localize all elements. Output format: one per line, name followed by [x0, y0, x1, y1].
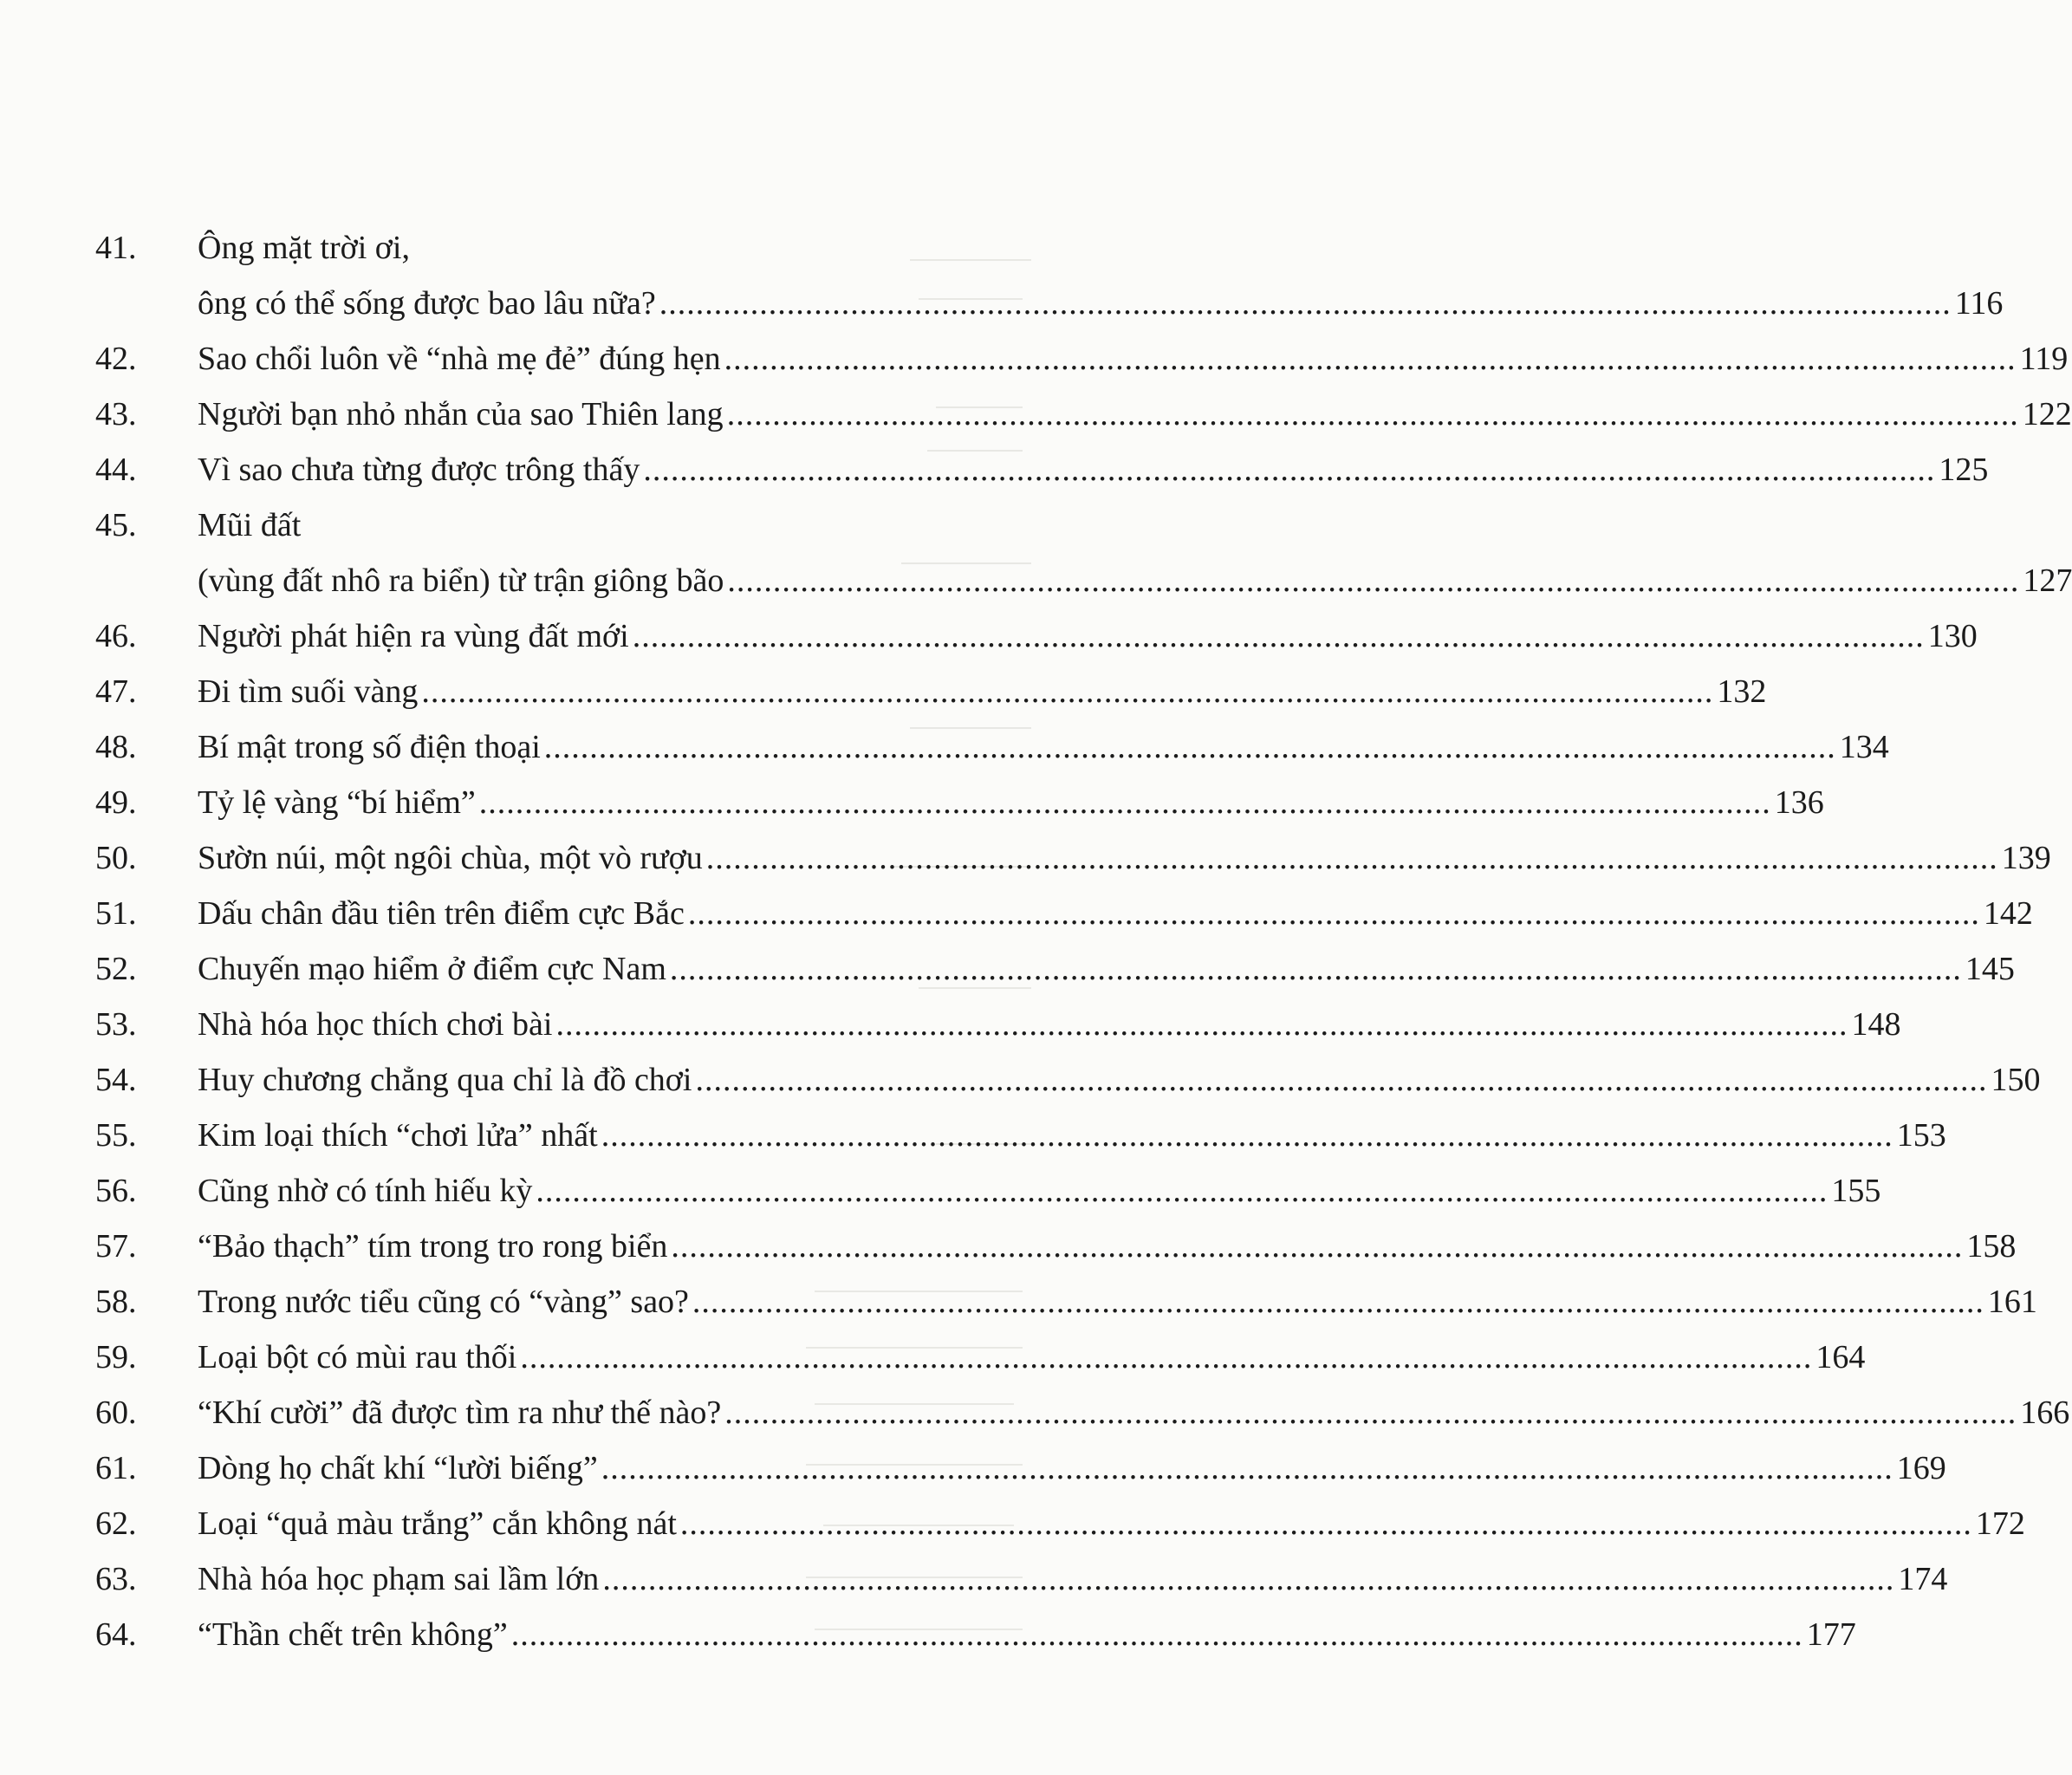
toc-entry — [95, 719, 1889, 775]
toc-entry-title: “Bảo thạch” tím trong tro rong biển — [198, 1228, 668, 1265]
toc-entry — [95, 1607, 1856, 1662]
dot-leader — [520, 1330, 1812, 1385]
toc-entry — [95, 886, 2033, 941]
toc-entry-page-number: 136 — [1774, 784, 1824, 821]
toc-entry-page-number: 174 — [1898, 1561, 1948, 1597]
toc-entry-title: Chuyến mạo hiểm ở điểm cực Nam — [198, 951, 666, 987]
toc-entry-title: Đi tìm suối vàng — [198, 673, 419, 710]
toc-entry-title: Kim loại thích “chơi lửa” nhất — [198, 1117, 598, 1154]
dot-leader — [555, 997, 1848, 1052]
table-of-contents — [95, 220, 2072, 1662]
toc-entry-number: 51. — [95, 895, 137, 932]
dot-leader — [643, 442, 1935, 497]
toc-entry-title: “Khí cười” đã được tìm ra như thế nào? — [198, 1395, 722, 1431]
toc-entry-title: Huy chương chẳng qua chỉ là đồ chơi — [198, 1062, 692, 1098]
toc-entry-number: 56. — [95, 1173, 137, 1209]
toc-entry-page-number: 130 — [1927, 618, 1978, 654]
toc-entry-number: 46. — [95, 618, 137, 654]
toc-entry-number: 54. — [95, 1062, 137, 1098]
toc-entry — [95, 830, 2051, 886]
toc-entry-number: 62. — [95, 1505, 137, 1542]
toc-entry-page-number: 122 — [2022, 396, 2072, 432]
toc-entry — [95, 1551, 1948, 1607]
toc-entry-title: Dòng họ chất khí “lười biếng” — [198, 1450, 598, 1486]
toc-entry — [95, 1274, 2037, 1330]
toc-entry-title: Loại “quả màu trắng” cắn không nát — [198, 1505, 677, 1542]
toc-entry-page-number: 158 — [1966, 1228, 2017, 1265]
dot-leader — [695, 1052, 1987, 1108]
toc-entry-page-number: 134 — [1839, 729, 1889, 765]
toc-entry — [95, 1163, 1881, 1219]
dot-leader — [727, 553, 2019, 608]
toc-entry-title: Nhà hóa học thích chơi bài — [198, 1006, 553, 1043]
toc-entry-page-number: 177 — [1806, 1616, 1856, 1653]
dot-leader — [659, 276, 1952, 331]
toc-entry-page-number: 127 — [2023, 562, 2072, 599]
toc-entry-page-number: 142 — [1983, 895, 2033, 932]
toc-entry-page-number: 169 — [1896, 1450, 1946, 1486]
toc-entry-title: Nhà hóa học phạm sai lầm lớn — [198, 1561, 600, 1597]
toc-entry — [95, 1385, 2070, 1440]
toc-entry-number: 42. — [95, 341, 137, 377]
toc-entry-number: 53. — [95, 1006, 137, 1043]
toc-entry — [95, 387, 2072, 442]
dot-leader — [724, 1385, 2017, 1440]
toc-entry-page-number: 119 — [2019, 341, 2069, 377]
toc-entry-title: Bí mật trong số điện thoại — [198, 729, 541, 765]
toc-entry-number: 50. — [95, 840, 137, 876]
dot-leader — [706, 830, 1998, 886]
dot-leader — [602, 1551, 1894, 1607]
toc-entry-number: 59. — [95, 1339, 137, 1375]
toc-entry — [95, 442, 1989, 497]
toc-entry-title: Loại bột có mùi rau thối — [198, 1339, 517, 1375]
toc-entry-page-number: 116 — [1954, 285, 2004, 322]
toc-entry — [95, 1440, 1946, 1496]
dot-leader — [536, 1163, 1828, 1219]
dot-leader — [601, 1440, 1893, 1496]
toc-entry-page-number: 148 — [1851, 1006, 1901, 1043]
dot-leader — [724, 331, 2017, 387]
toc-entry-number: 57. — [95, 1228, 137, 1265]
toc-entry-number: 48. — [95, 729, 137, 765]
toc-entry — [95, 997, 1901, 1052]
toc-entry — [95, 1052, 2041, 1108]
dot-leader — [692, 1274, 1984, 1330]
toc-entry-page-number: 161 — [1987, 1284, 2037, 1320]
toc-entry — [95, 775, 1824, 830]
toc-entry-page-number: 139 — [2001, 840, 2051, 876]
toc-entry-page-number: 155 — [1831, 1173, 1881, 1209]
toc-entry-title: “Thần chết trên không” — [198, 1616, 508, 1653]
toc-entry — [95, 1496, 2025, 1551]
toc-entry-number: 47. — [95, 673, 137, 710]
toc-entry-title: Tỷ lệ vàng “bí hiểm” — [198, 784, 476, 821]
toc-entry — [95, 1108, 1946, 1163]
toc-entry-number: 60. — [95, 1395, 137, 1431]
dot-leader — [479, 775, 1771, 830]
toc-entry-number: 41. — [95, 230, 137, 266]
toc-entry-title: ông có thể sống được bao lâu nữa? — [198, 285, 656, 322]
toc-entry-title: Vì sao chưa từng được trông thấy — [198, 452, 640, 488]
toc-entry-number: 64. — [95, 1616, 137, 1653]
toc-entry — [95, 608, 1978, 664]
dot-leader — [727, 387, 2019, 442]
toc-entry-title: Sao chổi luôn về “nhà mẹ đẻ” đúng hẹn — [198, 341, 721, 377]
dot-leader — [680, 1496, 1972, 1551]
toc-entry-page-number: 164 — [1815, 1339, 1866, 1375]
toc-entry — [95, 941, 2015, 997]
toc-entry-number: 58. — [95, 1284, 137, 1320]
toc-entry — [95, 1330, 1866, 1385]
toc-entry-title: Sườn núi, một ngôi chùa, một vò rượu — [198, 840, 703, 876]
toc-entry-title: Trong nước tiểu cũng có “vàng” sao? — [198, 1284, 689, 1320]
toc-entry-title: (vùng đất nhô ra biển) từ trận giông bão — [198, 562, 724, 599]
toc-entry-number: 55. — [95, 1117, 137, 1154]
toc-entry-page-number: 153 — [1896, 1117, 1946, 1154]
dot-leader — [670, 941, 1962, 997]
dot-leader — [511, 1607, 1803, 1662]
toc-entry-number: 61. — [95, 1450, 137, 1486]
toc-entry-page-number: 145 — [1965, 951, 2015, 987]
dot-leader — [601, 1108, 1893, 1163]
toc-entry-number: 45. — [95, 507, 137, 543]
toc-entry — [95, 497, 2072, 608]
toc-entry-page-number: 125 — [1939, 452, 1989, 488]
dot-leader — [421, 664, 1713, 719]
toc-entry-page-number: 132 — [1717, 673, 1767, 710]
toc-entry-page-number: 172 — [1975, 1505, 2025, 1542]
dot-leader — [671, 1219, 1963, 1274]
toc-entry — [95, 1219, 2017, 1274]
toc-entry-number: 63. — [95, 1561, 137, 1597]
toc-entry-number: 49. — [95, 784, 137, 821]
toc-entry — [95, 331, 2069, 387]
toc-entry — [95, 220, 2004, 331]
toc-entry-page-number: 150 — [1991, 1062, 2041, 1098]
toc-entry-number: 44. — [95, 452, 137, 488]
dot-leader — [633, 608, 1925, 664]
toc-entry-page-number: 166 — [2020, 1395, 2070, 1431]
toc-entry-number: 43. — [95, 396, 137, 432]
dot-leader — [544, 719, 1836, 775]
toc-entry — [95, 664, 1767, 719]
toc-entry-number: 52. — [95, 951, 137, 987]
dot-leader — [688, 886, 1980, 941]
toc-entry-title: Ông mặt trời ơi, — [198, 230, 410, 266]
toc-entry-title: Dấu chân đầu tiên trên điểm cực Bắc — [198, 895, 685, 932]
toc-entry-title: Cũng nhờ có tính hiếu kỳ — [198, 1173, 533, 1209]
toc-entry-title: Người phát hiện ra vùng đất mới — [198, 618, 629, 654]
toc-entry-title: Mũi đất — [198, 507, 302, 543]
toc-entry-title: Người bạn nhỏ nhắn của sao Thiên lang — [198, 396, 724, 432]
